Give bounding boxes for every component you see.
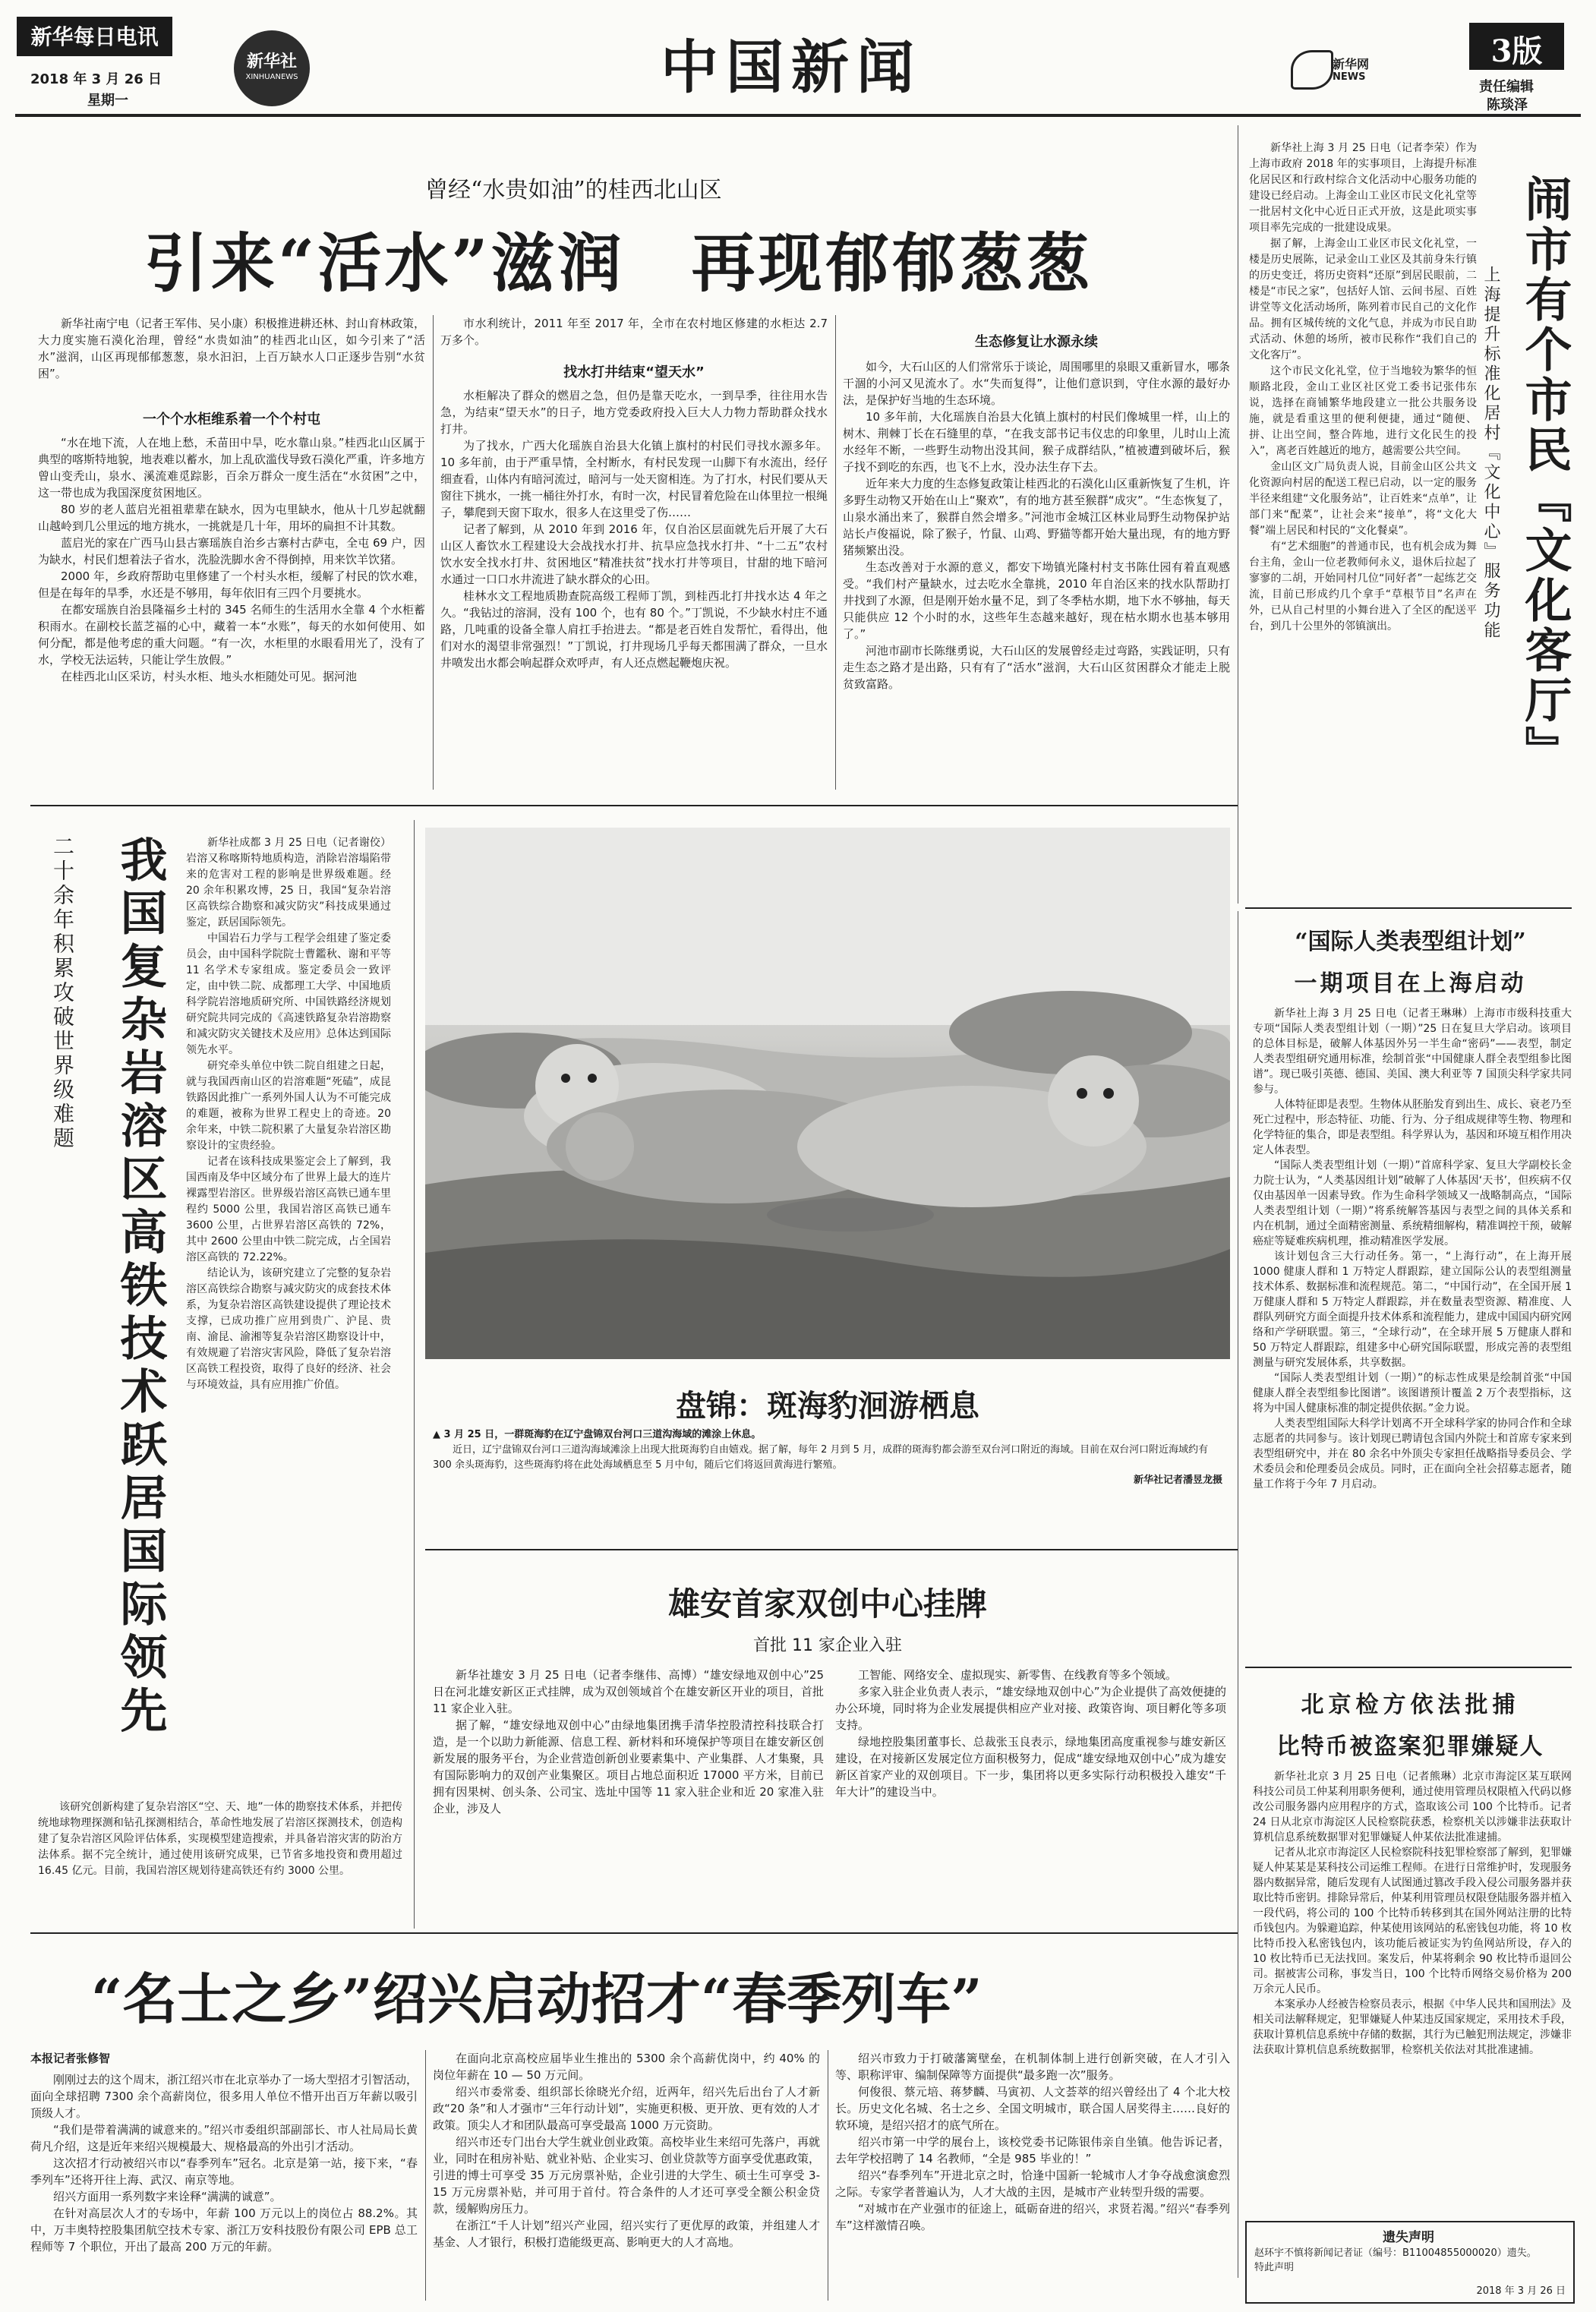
paragraph: 据了解，上海金山工业区市民文化礼堂，一楼是历史展陈，记录金山工业区及其前身朱行镇的历史变迁，将历史资料“还原”到居民眼前，二楼是“市民之家”，包括好人馆、云间书屋、百姓讲堂等文化活动场所，陈列着市民自己的文化作品。拥有区城传统的文化气息，并成为市民自助式活动、休憩的场所，被市民称作“我们自己的文化客厅”。 [1249, 238, 1477, 361]
paragraph: 新华社南宁电（记者王军伟、吴小康）积极推进耕还林、封山育林政策，大力度实施石漠化治理，曾经“水贵如油”的桂西北山区，如今引来了“活水”滋润，山区再现郁郁葱葱，泉水汩汩，上百万缺水人口正逐步告别“水贫困”。 [38, 317, 425, 380]
article-bitcoin-body [1253, 1769, 1572, 2217]
article-culture-subtitle: 上海提升标准化居村『文化中心』服务功能 [1481, 266, 1500, 641]
article-xiongan-subtitle: 首批 11 家企业入驻 [753, 1636, 902, 1655]
paragraph: 市水利统计，2011 年至 2017 年，全市在农村地区修建的水柜达 2.7 万多个。 [440, 317, 828, 347]
article-shaoxing-col2 [433, 2050, 820, 2301]
photo-caption: ▲ 3 月 25 日，一群斑海豹在辽宁盘锦双台河口三道沟海域的滩涂上休息。 [433, 1429, 762, 1440]
lost-notice-date: 2018 年 3 月 26 日 [1476, 2285, 1566, 2297]
paragraph: 河池市副市长陈继勇说，大石山区的发展曾经走过弯路，实践证明，只有走生态之路才是出路，只有有了“活水”滋润，大石山区贫困群众才能走上脱贫致富路。 [843, 644, 1230, 691]
paragraph: 蓝启光的家在广西马山县古寨瑶族自治乡古寨村古萨屯，全屯 69 户，因为缺水，村民们想着法子省水，洗脸洗脚水舍不得倒掉，用来饮羊饮猪。 [38, 536, 425, 566]
agency-logo-sub: XINHUANEWS [245, 73, 298, 81]
paragraph: 新华社成都 3 月 25 日电（记者谢佼）岩溶又称喀斯特地质构造，消除岩溶塌陷带来的危害对工程的影响是世界级难题。经 20 余年积累攻博，25 日，我国“复杂岩溶区高铁综合勘察和减灾防灾”科技成果通过鉴定，跃居国际领先。 [186, 837, 391, 929]
paragraph: 在针对高层次人才的专场中，年薪 100 万元以上的岗位占 88.2%。其中，万丰奥特控股集团航空技术专家、浙江万安科技股份有限公司 EPB 总工程师等 7 个职位，开出了最高 200 万元的年薪。 [30, 2206, 418, 2254]
paragraph: “国际人类表型组计划（一期）”的标志性成果是绘制首张“中国健康人群全表型组参比图谱”。该图谱预计覆盖 2 万个表型指标，这将为中国人健康标准的制定提供依据。”金力说。 [1253, 1372, 1572, 1415]
article-water-kicker: 曾经“水贵如油”的桂西北山区 [425, 177, 722, 203]
photo-caption-box [433, 1427, 1222, 1511]
paragraph: “水在地下流，人在地上愁，禾苗田中旱，吃水靠山泉。”桂西北山区属于典型的喀斯特地貌，地表难以蓄水，加上乱砍滥伐导致石漠化严重，许多地方曾山变秃山，泉水、溪流难觅踪影，百余万群众一度生活在“水贫困”之中，这一带也成为我国深度贫困地区。 [38, 436, 425, 500]
paragraph: 在桂西北山区采访，村头水柜、地头水柜随处可见。据河池 [61, 670, 358, 683]
paragraph: 该研究创新构建了复杂岩溶区“空、天、地”一体的勘察技术体系，并把传统地球物理探测和钻孔探测相结合，革命性地发展了岩溶区探测技术，创造构建了复杂岩溶区风险评估体系，实现模型建造搜索，并具备岩溶灾害的防治方法体系。据不完全统计，通过使用该研究成果，已节省多地投资和费用超过 16.45 亿元。目前，我国岩溶区规划待建高铁还有约 3000 公里。 [38, 1801, 402, 1877]
paragraph: 为了找水，广西大化瑶族自治县大化镇上旗村的村民们寻找水源多年。10 多年前，由于严重旱情，全村断水，有村民发现一山脚下有水流出，经仔细查看，山体内有暗河流过，暗河与一处天窗相连。为了打水，村民们要从天窗往下挑水，一挑一桶往外打水，有时一次，村民冒着危险在山体里拉一根绳子，攀爬到天窗下取水，很多人在这里受了伤…… [440, 439, 828, 519]
article-xiongan-col2 [835, 1667, 1226, 1910]
article-water-subhead-2: 找水打井结束“望天水” [563, 364, 705, 380]
paragraph: 桂林水文工程地质勘查院高级工程师丁凯，到桂西北打井找水达 4 年之久。“我钻过的溶洞，没有 100 个，也有 80 个。”丁凯说，不少缺水村庄不通路，几吨重的设备全靠人肩扛手抬进去。“都是老百姓自发帮忙，看得出，他们对水的渴望非常强烈！”丁凯说，打井现场几乎每天都围满了群众，一旦水井喷发出水都会响起群众欢呼声，有人还点燃起鞭炮庆祝。 [440, 589, 828, 670]
lost-notice-title: 遗失声明 [1383, 2230, 1434, 2245]
masthead-date: 2018 年 3 月 26 日 [30, 71, 162, 87]
paragraph: 在面向北京高校应届毕业生推出的 5300 余个高薪优岗中，约 40% 的岗位年薪在 10 — 50 万元间。 [433, 2052, 820, 2082]
paragraph: 在浙江“千人计划”绍兴产业园，绍兴实行了更优厚的政策，并组建人才基金、人才银行，积极打造能级更高、影响更大的人才高地。 [433, 2219, 820, 2249]
paragraph: 记者从北京市海淀区人民检察院科技犯罪检察部了解到，犯罪嫌疑人仲某某是某科技公司运维工程师。在进行日常维护时，发现服务器内数据异常，随后发现有人试图通过篡改手段入侵公司服务器并获取比特币密钥。排除异常后，仲某利用管理员权限登陆服务器并植入一段代码，将公司的 100 个比特币转移到其在国外网站注册的比特币钱包内。为躲避追踪，仲某使用该网站的私密钱包功能，将 10 枚比特币投入私密钱包内，该功能后被证实为钓鱼网站所设，存入的 10 枚比特币已无法找回。案发后，仲某将剩余 90 枚比特币退回公司。据被害公司称，事发当日，100 个比特币网络交易价格为 200 万余元人民币。 [1253, 1847, 1572, 1995]
article-genome-title-2: 一期项目在上海启动 [1294, 970, 1527, 997]
page-number: 3版 [1490, 33, 1543, 69]
paragraph: 生态改善对于水源的意义，都安下坳镇光隆村村支书陈仕园有着直观感受。“我们村产量缺水，过去吃水全靠挑，2010 年自治区来的找水队帮助打井找到了水源，但是刚开始水量不足，到了冬季枯水期，地下水不够抽，每天只能供应 12 个小时的水，这些年生态越来越好，现在枯水期水也基本够用了。” [843, 560, 1230, 641]
paragraph: 绍兴市第一中学的展台上，该校党委书记陈银伟亲自坐镇。他告诉记者，去年学校招聘了 14 名教师，“全是 985 毕业的！” [835, 2135, 1230, 2165]
article-karst-body-lower [38, 1799, 402, 1921]
masthead-rule [15, 114, 1581, 117]
article-shaoxing-title: “名士之乡”绍兴启动招才“春季列车” [91, 1967, 983, 2031]
paragraph: “国际人类表型组计划（一期）”首席科学家、复旦大学副校长金力院士认为，“人类基因组计划”破解了人体基因‘天书’，但疾病不仅仅由基因单一因素导致。作为生命科学领域又一战略制高点，“国际人类表型组计划（一期）”将系统解答基因与表型之间的具体关系和内在机制，通过全面精密测量、系统精细解构，精准调控干预，破解癌症等疑难疾病机理，推动精准医学发展。 [1253, 1159, 1572, 1247]
section-rule [30, 805, 1238, 806]
column-divider [425, 2050, 426, 2301]
paragraph: 人体特征即是表型。生物体从胚胎发育到出生、成长、衰老乃至死亡过程中，形态特征、功能、行为、分子组成规律等生物、物理和化学特征的集合，即是表型组。科学界认为，基因和环境互相作用决定人体表型。 [1253, 1099, 1572, 1156]
section-rule [30, 1932, 1238, 1934]
article-karst-title: 我国复杂岩溶区高铁技术跃居国际领先 [112, 835, 168, 1739]
paragraph: 绍兴市还专门出台大学生就业创业政策。高校毕业生来绍可先落户，再就业，同时在租房补贴、就业补贴、企业实习、创业贷款等方面享受优惠政策，引进的博士可享受 35 万元房票补贴，企业引进的大学生、硕士生可享受 3-15 万元房票补贴，并可用于首付。符合条件的人才还可享受全额公积金贷款，缓解购房压力。 [433, 2135, 820, 2216]
section-rule [1245, 1667, 1572, 1668]
paragraph: 人类表型组国际大科学计划离不开全球科学家的协同合作和全球志愿者的共同参与。该计划现已聘请包含国内外院士和首席专家来到表型组研究中，并在 80 余名中外顶尖专家担任战略指导委员会、学术委员会和伦理委员会成员。同时，正在面向全社会招募志愿者，随量工作将于今年 7 月启动。 [1253, 1418, 1572, 1490]
masthead [0, 0, 1596, 114]
editor-label: 责任编辑 [1479, 79, 1534, 95]
paragraph: 近年来大力度的生态修复政策让桂西北的石漠化山区重新恢复了生机，许多野生动物又开始在山上“聚欢”，有的地方甚至猴群“成灾”。“生态恢复了，山泉水涌出来了，猴群自然会增多。”河池市金城江区林业局野生动物保护站站长卢俊福说，除了猴子，竹鼠、山鸡、野猫等都开始大量出现，有的地方野猪频繁出没。 [843, 477, 1230, 557]
article-xiongan-col1 [433, 1667, 824, 1910]
paragraph: 水柜解决了群众的燃眉之急，但仍是靠天吃水，一到旱季，往往用水告急，为结束“望天水”的日子，地方党委政府投入巨大人力物力帮助群众找水打井。 [440, 389, 828, 436]
app-logo-text: 新华网 [1333, 57, 1370, 71]
paragraph: 新华社雄安 3 月 25 日电（记者李继伟、高博）“雄安绿地双创中心”25 日在河北雄安新区正式挂牌，成为双创领域首个在雄安新区开业的项目，首批 11 家企业入驻。 [433, 1668, 824, 1715]
article-water-subhead-1: 一个个水柜维系着一个个村屯 [143, 412, 320, 427]
paragraph: 金山区文广局负责人说，目前金山区公共文化资源向村居的配送工程已启动，以一定的服务半径来组建“文化服务站”，让百姓来“点单”，让部门来“配菜”，让社会来“接单”，将“文化大餐”端上居民和村民的“文化餐桌”。 [1249, 461, 1477, 537]
editor-name: 陈琰泽 [1487, 97, 1528, 113]
agency-logo-text: 新华社 [246, 52, 297, 71]
paragraph: 多家入驻企业负责人表示，“雄安绿地双创中心”为企业提供了高效便捷的办公环境，同时将为企业发展提供相应产业对接、政策咨询、项目孵化等多项支持。 [835, 1685, 1226, 1732]
seal-photo-illustration [425, 828, 1230, 1359]
seal-photo [425, 828, 1230, 1359]
article-bitcoin-title-1: 北京检方依法批捕 [1301, 1692, 1520, 1718]
lost-notice-body: 赵环宇不慎将新闻记者证（编号：B11004855000020）遗失。 特此声明 [1254, 2247, 1572, 2273]
column-divider [433, 315, 434, 790]
paragraph: 结论认为，该研究建立了完整的复杂岩溶区高铁综合勘察与减灾防灾的成套技术体系，为复杂岩溶区高铁建设提供了理论技术支撑，已成功推广应用到贵广、沪昆、贵南、渝昆、渝湘等复杂岩溶区勘察设计中，有效规避了岩溶灾害风险，降低了复杂岩溶区高铁工程投资，取得了良好的经济、社会与环境效益，具有应用推广价值。 [186, 1267, 391, 1391]
article-karst-body-upper [186, 835, 391, 1792]
photo-credit: 新华社记者潘昱龙摄 [1133, 1475, 1222, 1486]
paragraph: 刚刚过去的这个周末，浙江绍兴市在北京举办了一场大型招才引智活动，面向全球招聘 7300 余个高薪岗位，很多用人单位不惜开出百万年薪以吸引顶级人才。 [30, 2073, 418, 2120]
article-water-title: 引来“活水”滋润 再现郁郁葱葱 [144, 226, 1093, 301]
paragraph: 新华社上海 3 月 25 日电（记者李荣）作为上海市政府 2018 年的实事项目，上海提升标准化居民区和行政村综合文化活动中心服务功能的建设已经启动。上海金山工业区市民文化礼堂等一批居村文化中心近日正式开放，这是此项实事项目率先完成的一批建设成果。 [1249, 142, 1477, 234]
paragraph: 本案承办人经被告检察员表示，根据《中华人民共和国刑法》及相关司法解释规定，犯罪嫌疑人仲某违反国家规定，采用技术手段，获取计算机信息系统中存储的数据，其行为已触犯刑法规定，涉嫌非法获取计算机信息系统数据罪，检察机关依法对其批准逮捕。 [1253, 1998, 1572, 2056]
paragraph: 绍兴方面用一系列数字来诠释“满满的诚意”。 [53, 2190, 282, 2203]
paragraph: 中国岩石力学与工程学会组建了鉴定委员会，由中国科学院院士曹鑑秋、谢和平等 11 名学术专家组成。鉴定委员会一致评定，由中铁二院、成都理工大学、中国地质科学院岩溶地质研究所、中国铁路经济规划研究院共同完成的《高速铁路复杂岩溶勘察和减灾防灾关键技术及应用》总体达到国际领先水平。 [186, 932, 391, 1056]
paragraph: 这个市民文化礼堂，位于当地较为繁华的恒顺路北段，金山工业区社区党工委书记张伟东说，选择在商铺繁华地段建立一批公共服务设施，就是看重这里的便利便捷，通过“随便、拼、让出空间，整合阵地，进行文化民生的投入”，离老百姓越近的地方，越需要公共空间。 [1249, 365, 1477, 457]
paragraph: 工智能、网络安全、虚拟现实、新零售、在线教育等多个领域。 [858, 1668, 1178, 1682]
article-bitcoin-title-2: 比特币被盗案犯罪嫌疑人 [1276, 1733, 1544, 1760]
paragraph: 研究牵头单位中铁二院自组建之日起，就与我国西南山区的岩溶难题“死磕”，成昆铁路因此推广一系列外国人认为不可能完成的难题，被称为世界工程史上的奇迹。20 余年来，中铁二院积累了大量复杂岩溶区勘察设计的宝贵经验。 [186, 1060, 391, 1152]
paragraph: 据了解，“雄安绿地双创中心”由绿地集团携手清华控股清控科技联合打造，是一个以助力新能源、信息工程、新材料和环境保护等项目在雄安新区创新发展的服务平台，为企业营造创新创业要素集中、产业集群、人才集聚，具有国际影响力的双创产业集聚区。项目占地总面积近 17000 平方米，目前已拥有因果树、创头条、公司宝、选址中国等 11 家入驻企业和近 20 家准入驻企业，涉及人 [433, 1718, 824, 1815]
paragraph: “对城市在产业强市的征途上，砥砺奋进的绍兴，求贤若渴。”绍兴“春季列车”这样激情召唤。 [835, 2202, 1230, 2232]
paragraph: 该计划包含三大行动任务。第一，“上海行动”，在上海开展 1000 健康人群和 1 万特定人群跟踪，建立国际公认的表型组测量技术体系、数据标准和流程规范。第二，“中国行动”，在全国开展 1 万健康人群和 5 万特定人群跟踪，并在数量表型资源、精准度、人群队列研究方面全面提升技术体系和流程能力，建成中国国内研究网络和产学研联盟。第三，“全球行动”，在全球开展 5 万健康人群和 50 万特定人群跟踪，组建多中心研究国际联盟，形成完善的表型组测量与研究发展体系，共享数据。 [1253, 1251, 1572, 1369]
article-culture-title: 闹市有个市民『文化客厅』 [1517, 175, 1572, 776]
paragraph: 绿地控股集团董事长、总裁张玉良表示，绿地集团高度重视参与雄安新区建设，在对接新区发展定位方面积极努力，促成“雄安绿地双创中心”成为雄安新区首家产业的双创项目。下一步，集团将以更多实际行动积极投入雄安“千年大计”的建设当中。 [835, 1735, 1226, 1799]
article-shaoxing-byline: 本报记者张修智 [30, 2052, 111, 2065]
paragraph: 何俊很、蔡元培、蒋梦麟、马寅初、人文荟萃的绍兴曾经出了 4 个北大校长。历史文化名城、名士之乡、全国文明城市，联合国人居奖得主……良好的软环境，是绍兴招才的底气所在。 [835, 2085, 1230, 2132]
paragraph: 新华社上海 3 月 25 日电（记者王琳琳）上海市市级科技重大专项“国际人类表型组计划（一期）”25 日在复旦大学启动。该项目的总体目标是，破解人体基因外另一半生命“密码”——表型，制定人类表型组研究通用标准，绘制首张“中国健康人群全表型组参比图谱”。现已吸引英德、德国、美国、澳大利亚等 7 国顶尖科学家共同参与。 [1253, 1008, 1572, 1096]
article-water-col1 [38, 315, 425, 402]
photo-title: 盘锦：斑海豹洄游栖息 [676, 1388, 979, 1424]
article-water-subhead-3: 生态修复让水源永续 [975, 334, 1098, 350]
article-karst-kicker: 二十余年积累攻破世界级难题 [50, 835, 75, 1151]
article-water-col2 [440, 315, 828, 349]
article-shaoxing-col1 [30, 2071, 418, 2299]
masthead-weekday: 星期一 [87, 93, 128, 109]
paragraph: 80 岁的老人蓝启光祖祖辈辈在缺水，因为屯里缺水，他从十几岁起就翻山越岭到几公里远的地方挑水，一挑就是几十年，用坏的扁担不计其数。 [38, 503, 425, 533]
photo-caption-body: 近日，辽宁盘锦双台河口三道沟海域滩涂上出现大批斑海豹自由嬉戏。据了解，每年 2 月到 5 月，成群的斑海豹都会游至双台河口附近的海域。目前在双台河口附近海域约有 300 余头斑海豹，这些斑海豹将在此处海域栖息至 5 月中旬，随后它们将返回黄海进行繁殖。 [433, 1444, 1209, 1471]
paragraph: 在都安瑶族自治县隆福乡土村的 345 名师生的生活用水全靠 4 个水柜蓄积雨水。在副校长蓝芝福的心中，藏着一本“水账”，每天的水如何使用、如何分配，都是他考虑的重大问题。“有一次，水柜里的水眼看用光了，没有了水，学校无法运转，只能让学生放假。” [38, 603, 425, 667]
article-shaoxing-col3 [835, 2050, 1230, 2301]
paragraph: 这次招才行动被绍兴市以“春季列车”冠名。北京是第一站，接下来，“春季列车”还将开往上海、武汉、南京等地。 [30, 2156, 418, 2187]
article-genome-title-1: “国际人类表型组计划” [1295, 929, 1526, 955]
paragraph: 记者了解到，从 2010 年到 2016 年，仅自治区层面就先后开展了大石山区人畜饮水工程建设大会战找水打井、抗旱应急找水打井、“十二五”农村饮水安全找水打井、贫困地区“精准扶贫”找水打井等项目，甘甜的地下暗河水通过一口口水井流进了缺水群众的心田。 [440, 522, 828, 586]
article-water-col2-body [440, 387, 828, 793]
paragraph: 如今，大石山区的人们常常乐于谈论，周围哪里的泉眼又重新冒水，哪条干涸的小河又见流水了。水“失而复得”，让他们意识到，守住水源的最好办法，是保护好当地的生态环境。 [843, 360, 1230, 407]
paragraph: 绍兴市委常委、组织部长徐晓光介绍，近两年，绍兴先后出台了人才新政“20 条”和人才强市“三年行动计划”，实施更积极、更开放、更有效的人才政策。顶尖人才和团队最高可享受最高 1000 万元资助。 [433, 2085, 820, 2132]
section-rule [1245, 907, 1572, 909]
paragraph: 绍兴市致力于打破藩篱壁垒，在机制体制上进行创新突破，在人才引入等、职称评审、编制保障等方面提供“最多跑一次”服务。 [835, 2052, 1230, 2082]
paragraph: 新华社北京 3 月 25 日电（记者熊琳）北京市海淀区某互联网科技公司员工仲某利用职务便利，通过使用管理员权限植入代码以修改公司服务器内应用程序的方式，盗取该公司 100 个比特币。记者 24 日从北京市海淀区人民检察院获悉，检察机关以涉嫌非法获取计算机信息系统数据罪对犯罪嫌疑人仲某依法批准逮捕。 [1253, 1771, 1572, 1844]
paragraph: 有“艺术细胞”的普通市民，也有机会成为舞台主角，金山一位老教师何永义，退休后拉起了寥寥的二胡，开始同村几位“同好者”一起练艺交流，目前已形成约几个拿手“草根节目”名声在外，已从自己村里的小舞台进入了全区的配送平台，到几十公里外的邻镇演出。 [1249, 541, 1477, 632]
section-rule [425, 1549, 1238, 1550]
article-culture-body [1249, 140, 1477, 900]
xinhuanet-logo-icon [1291, 50, 1333, 90]
paper-name: 新华每日电讯 [30, 24, 159, 49]
paragraph: 记者在该科技成果鉴定会上了解到，我国西南及华中区域分布了世界上最大的连片裸露型岩溶区。世界级岩溶区高铁已通车里程约 5000 公里，我国岩溶区高铁已通车 3600 公里，占世界岩溶区高铁的 72%，其中 2600 公里由中铁二院完成，占全国岩溶区高铁的 72.22%。 [186, 1156, 391, 1263]
column-divider [835, 315, 836, 790]
app-logo-sub: NEWS [1333, 71, 1366, 83]
paragraph: “我们是带着满满的诚意来的。”绍兴市委组织部副部长、市人社局局长黄荷凡介绍，这是近年来绍兴规模最大、规格最高的外出引才活动。 [30, 2123, 418, 2153]
paragraph: 绍兴“春季列车”开进北京之时，恰逢中国新一轮城市人才争夺战愈演愈烈之际。专家学者普遍认为，人才大战的主因，是城市产业转型升级的需要。 [835, 2168, 1230, 2199]
paragraph: 2000 年，乡政府帮助屯里修建了一个村头水柜，缓解了村民的饮水难，但是在每年的旱季，水还是不够用，每年依旧有三四个月要挑水。 [38, 569, 425, 600]
article-xiongan-title: 雄安首家双创中心挂牌 [667, 1585, 987, 1623]
article-water-col1-body [38, 434, 425, 791]
paragraph: 10 多年前，大化瑶族自治县大化镇上旗村的村民们像城里一样，山上的树木、荆棘丁长在石缝里的草，“在我支部书记韦仪忠的印象里，儿时山上流水经年不断，一些野生动物出没其间，猴子成群结队，”植被遭到破坏后，猴子找不到吃的东西，也飞不上水，没办法生存下去。 [843, 410, 1230, 474]
article-water-col3-body [843, 358, 1230, 795]
column-divider [414, 820, 415, 1929]
section-title: 中国新闻 [661, 33, 922, 101]
